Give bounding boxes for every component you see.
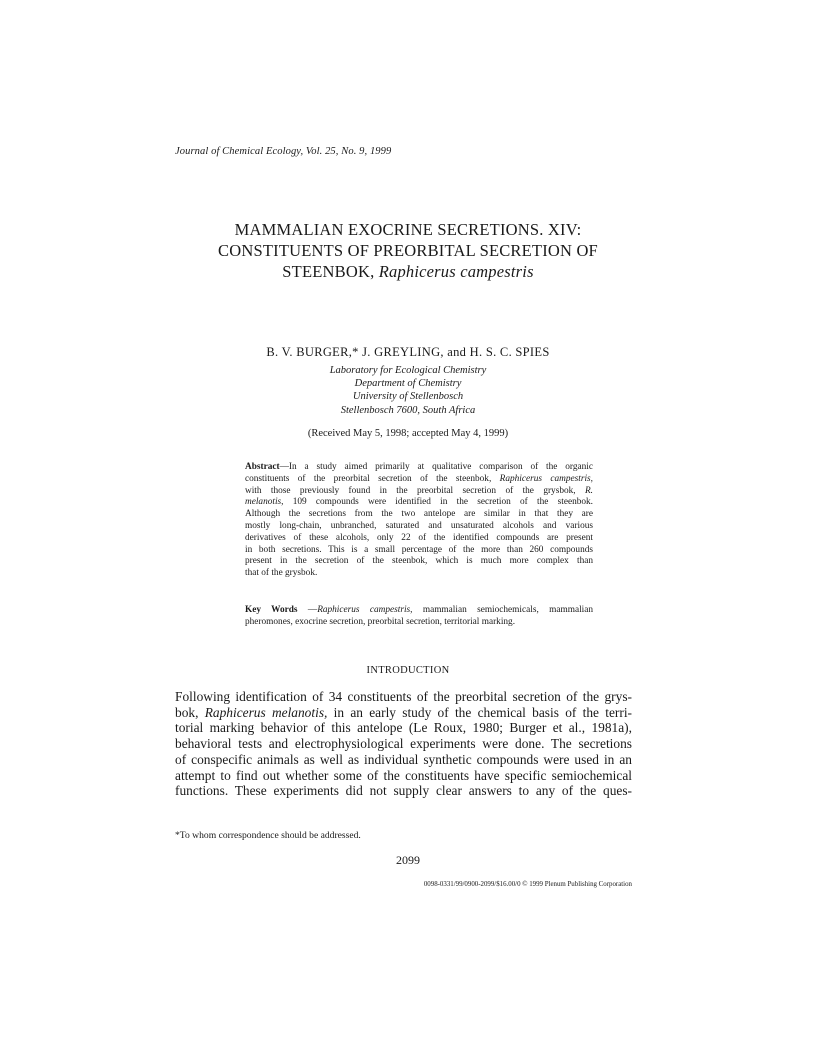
abstract-line: derivatives of these alcohols, only 22 of the identified compounds are present [245,532,593,543]
body-line: bok, Raphicerus melanotis, in an early study of the chemical basis of the terri- [175,704,633,720]
title-line-2: CONSTITUENTS OF PREORBITAL SECRETION OF [218,241,598,260]
body-line: behavioral tests and electrophysiological experiments were done. The secretions [175,736,632,752]
journal-citation: Journal of Chemical Ecology, Vol. 25, No. 9, 1999 [175,146,392,157]
page-number: 2099 [396,853,420,867]
title-line-3 [150,261,666,282]
abstract-label: Abstract [245,462,280,472]
abstract-line: constituents of the preorbital secretion of the steenbok, Raphicerus campestris, [245,473,593,484]
abstract [245,462,593,580]
abstract-line: Although the secretions from the two antelope are similar in that they are [245,509,593,520]
keywords-line: Key Words —Raphicerus campestris, mammalian semiochemicals, mammalian [245,605,594,615]
section-heading-introduction: INTRODUCTION [366,665,450,676]
article-title [150,219,666,282]
abstract-line: Abstract—In a study aimed primarily at qualitative comparison of the organic [245,462,593,472]
affiliation-department: Department of Chemistry [354,378,462,390]
introduction-paragraph [175,689,632,799]
affiliation-block [250,364,566,417]
abstract-line: in both secretions. This is a small percentage of the more than 260 compounds [245,544,593,555]
affiliation-university: University of Stellenbosch [352,391,464,403]
affiliation-lab: Laboratory for Ecological Chemistry [329,365,487,376]
key-words [245,605,593,629]
abstract-line: melanotis, 109 compounds were identified in the secretion of the steenbok. [245,497,593,508]
title-line-3-prefix: STEENBOK, [282,262,379,281]
keywords-line: pheromones, exocrine secretion, preorbital secretion, territorial marking. [245,616,516,627]
correspondence-footnote: *To whom correspondence should be addressed. [175,830,361,841]
author-list: B. V. BURGER,* J. GREYLING, and H. S. C. SPIES [266,345,550,359]
body-line: Following identification of 34 constituents of the preorbital secretion of the grys- [175,689,632,704]
copyright-line: 0098-0331/99/0900-2099/$16.00/0 © 1999 Plenum Publishing Corporation [423,881,632,888]
abstract-line: present in the secretion of the steenbok, which is much more complex than [245,556,593,567]
received-dates: (Received May 5, 1998; accepted May 4, 1999) [307,428,509,439]
body-line: of conspecific animals as well as individual synthetic compounds were used in an [175,751,632,767]
abstract-line: mostly long-chain, unbranched, saturated and unsaturated alcohols and various [245,520,593,531]
abstract-line: with those previously found in the preorbital secretion of the grysbok, R. [245,485,594,496]
keywords-label: Key Words [245,605,298,615]
affiliation-address: Stellenbosch 7600, South Africa [340,404,476,416]
body-line: functions. These experiments did not supply clear answers to any of the ques- [175,783,632,799]
title-species: Raphicerus campestris [378,262,534,281]
body-line: attempt to find out whether some of the constituents have specific semiochemical [175,767,632,783]
abstract-line: that of the grysbok. [245,568,318,579]
body-line: torial marking behavior of this antelope (Le Roux, 1980; Burger et al., 1981a), [175,720,632,736]
title-line-1: MAMMALIAN EXOCRINE SECRETIONS. XIV: [234,220,582,239]
